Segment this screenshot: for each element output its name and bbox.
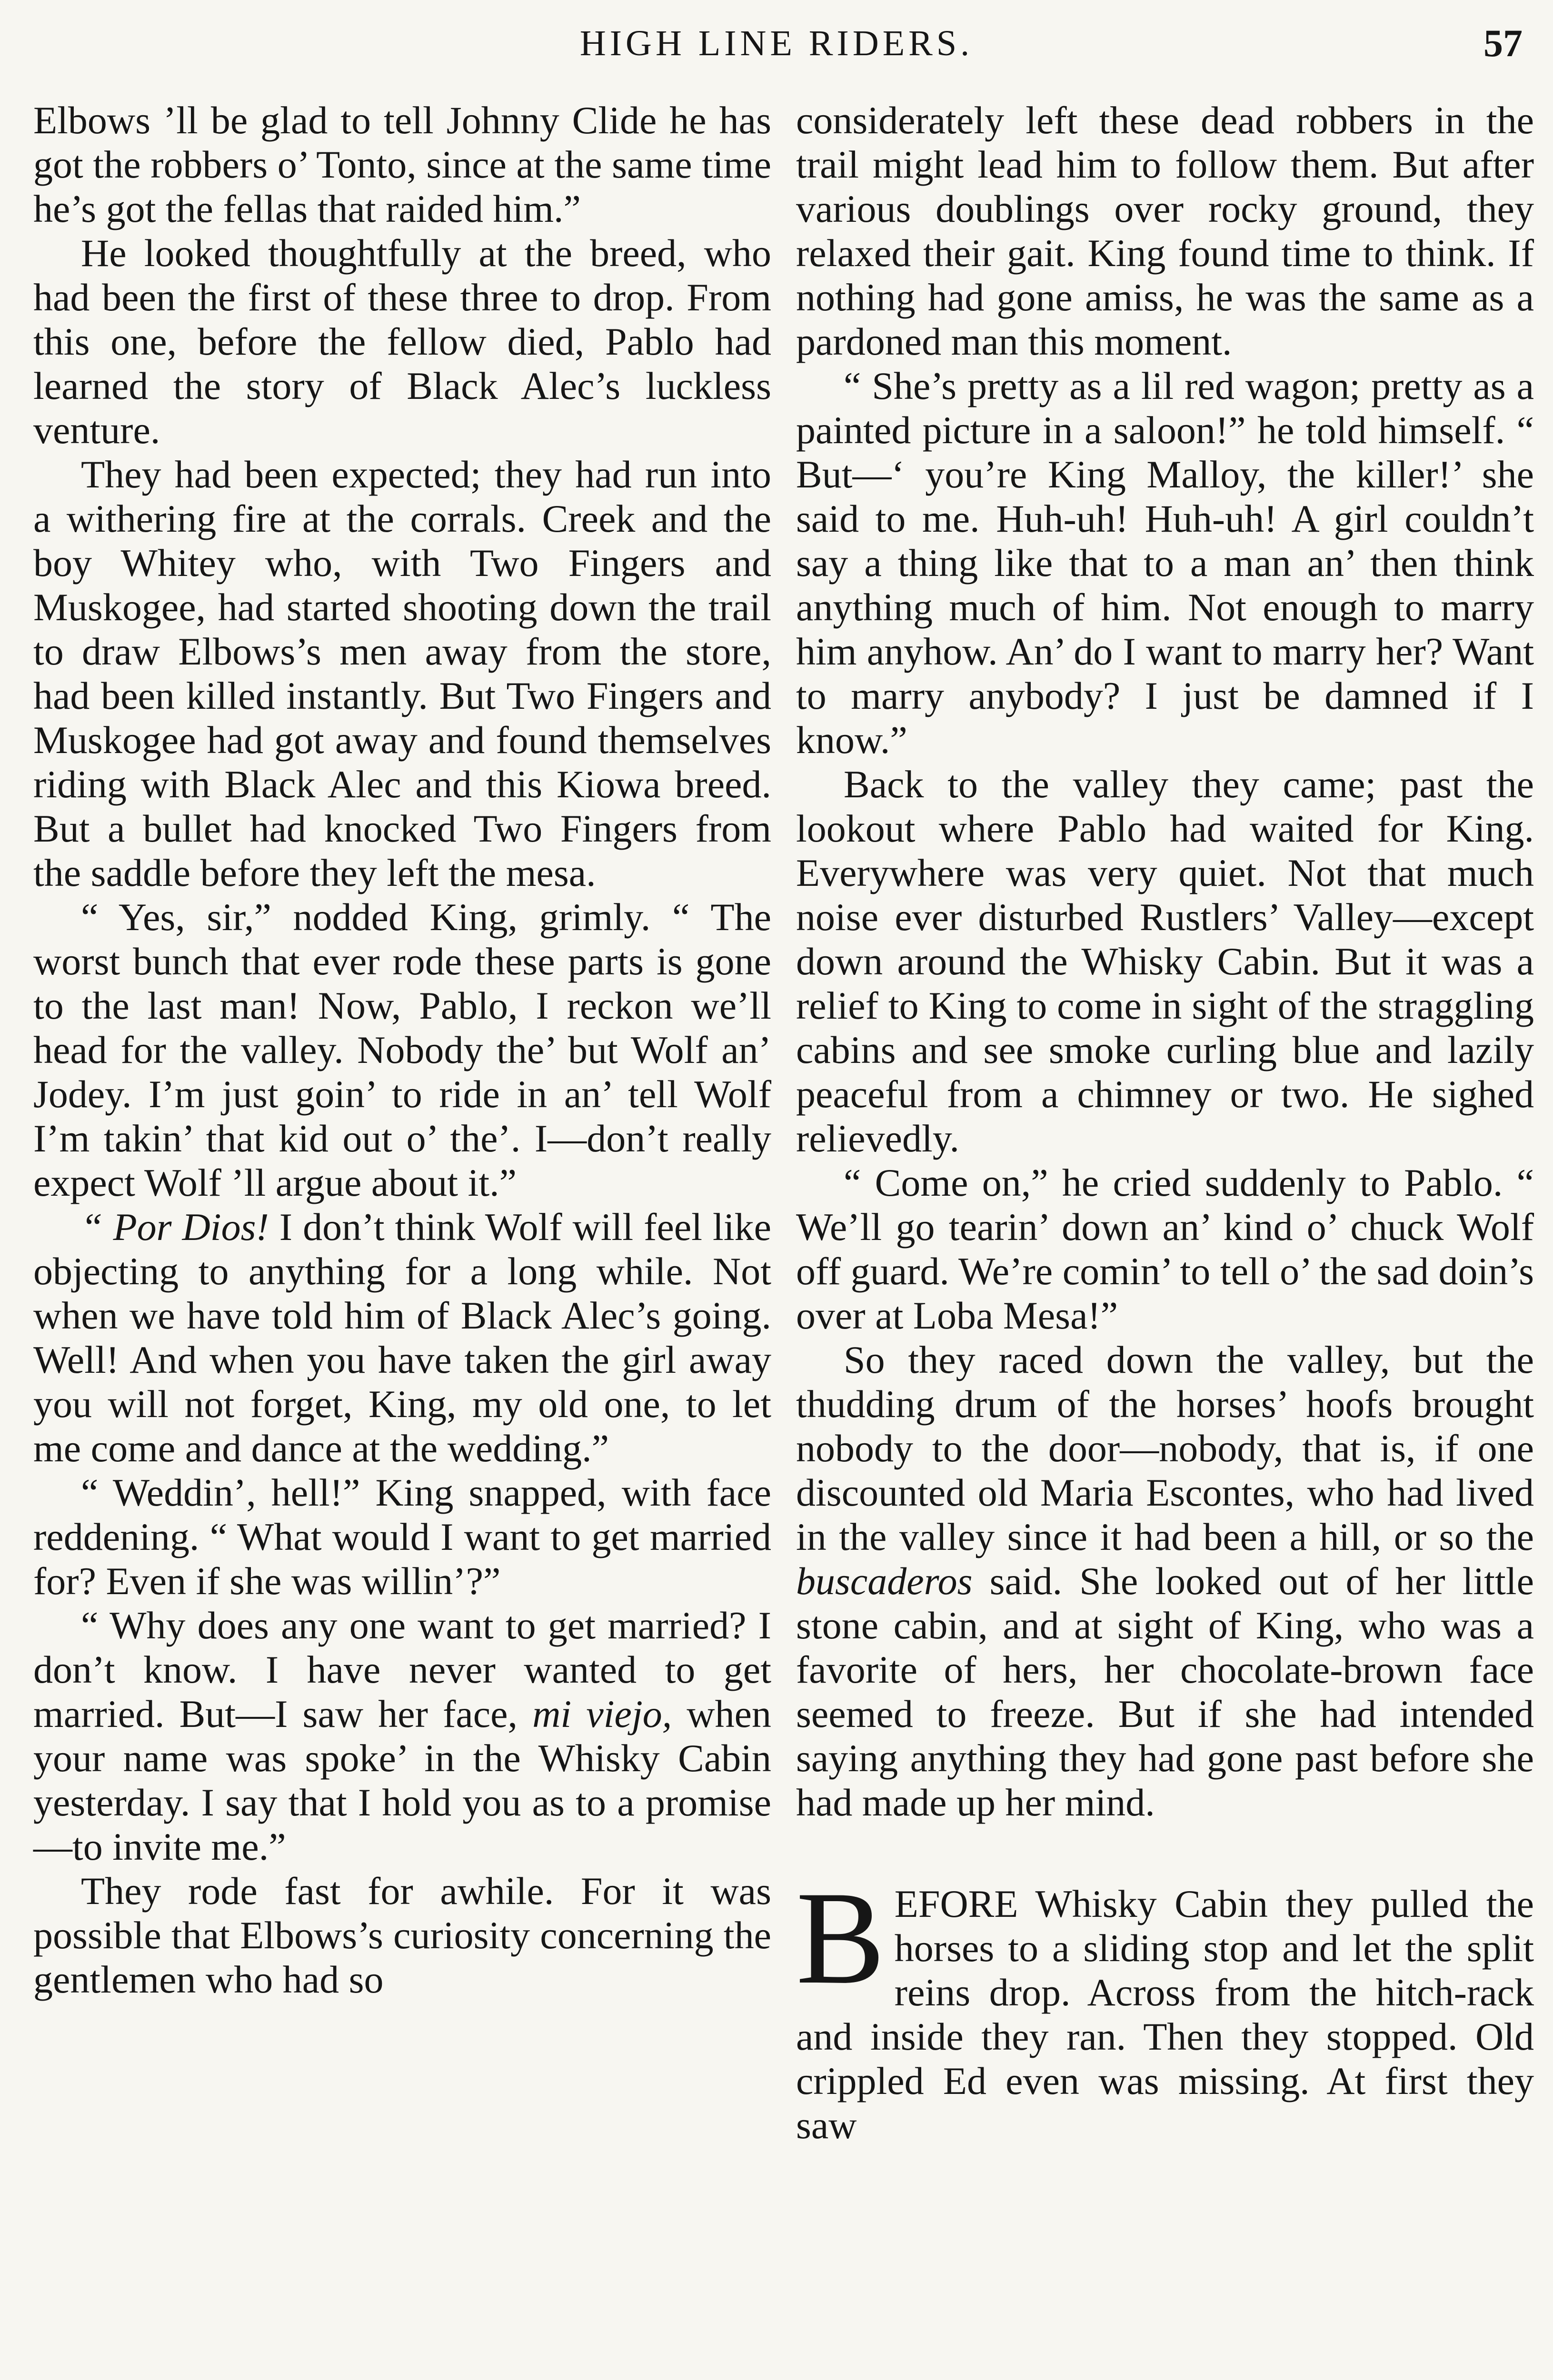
paragraph: “ Yes, sir,” nodded King, grimly. “ The worst bunch that ever rode these parts is gone to the last man! Now, Pablo, I reckon we’ll head for the valley. Nobody the’ but Wolf an’ Jodey. I’m just goin’ to ride in an’ tell Wolf I’m takin’ that kid out o’ the’. I—don’t really expect Wolf ’ll argue about it.” (33, 895, 771, 1204)
drop-cap: B (796, 1864, 885, 2012)
paragraph: “ Come on,” he cried suddenly to Pablo. “ We’ll go tearin’ down an’ kind o’ chuck Wolf off guard. We’re comin’ to tell o’ the sad doin’s over at Loba Mesa!” (796, 1161, 1534, 1337)
page-number: 57 (1483, 21, 1523, 65)
paragraph: Elbows ’ll be glad to tell Johnny Clide he has got the robbers o’ Tonto, since at the same time he’s got the fellas that raided him.” (33, 99, 771, 230)
running-head (0, 17, 1553, 69)
left-column (33, 98, 771, 2002)
running-title: HIGH LINE RIDERS. (579, 23, 974, 63)
section-break (796, 1825, 1534, 1882)
right-column (796, 98, 1534, 2147)
paragraph-text: “ Why does any one want to get married? I don’t know. I have never wanted to get married. But—I saw her face, (33, 1604, 771, 1735)
paragraph (33, 1205, 771, 1470)
paragraph-text: EFORE Whisky Cabin they pulled the horses to a sliding stop and let the split reins drop. Across from the hitch-rack and inside they ran. Then they stopped. Old crippled Ed even was missing. At first they saw (796, 1882, 1534, 2147)
italic-text: “ Por Dios! (81, 1205, 269, 1249)
paragraph: considerately left these dead robbers in the trail might lead him to follow them. But after various doublings over rocky ground, they relaxed their gait. King found time to think. If nothing had gone amiss, he was the same as a pardoned man this moment. (796, 99, 1534, 363)
paragraph: “ Weddin’, hell!” King snapped, with face reddening. “ What would I want to get married for? Even if she was willin’?” (33, 1471, 771, 1603)
paragraph (33, 1603, 771, 1869)
italic-text: mi viejo, (532, 1692, 672, 1735)
italic-text: buscaderos (796, 1559, 973, 1603)
paragraph: They rode fast for awhile. For it was possible that Elbows’s curiosity concerning the gentlemen who had so (33, 1869, 771, 2001)
paragraph: Back to the valley they came; past the lookout where Pablo had waited for King. Everywhere was very quiet. Not that much noise ever disturbed Rustlers’ Valley—except down around the Whisky Cabin. But it was a relief to King to come in sight of the straggling cabins and see smoke curling blue and lazily peaceful from a chimney or two. He sighed relievedly. (796, 763, 1534, 1160)
paragraph: He looked thoughtfully at the breed, who had been the first of these three to drop. From this one, before the fellow died, Pablo had learned the story of Black Alec’s luckless venture. (33, 231, 771, 452)
paragraph-text: So they raced down the valley, but the thudding drum of the horses’ hoofs brought nobody to the door—nobody, that is, if one discounted old Maria Escontes, who had lived in the valley since it had been a hill, or so the (796, 1338, 1534, 1558)
paragraph: “ She’s pretty as a lil red wagon; pretty as a painted picture in a saloon!” he told himself. “ But—‘ you’re King Malloy, the killer!’ she said to me. Huh-uh! Huh-uh! A girl couldn’t say a thing like that to a man an’ then think anything much of him. Not enough to marry him anyhow. An’ do I want to marry her? Want to marry anybody? I just be damned if I know.” (796, 364, 1534, 762)
paragraph-text: I don’t think Wolf will feel like objecting to anything for a long while. Not when we have told him of Black Alec’s going. Well! And when you have taken the girl away you will not forget, King, my old one, to let me come and dance at the wedding.” (33, 1205, 771, 1470)
paragraph (796, 1338, 1534, 1825)
paragraph (796, 1864, 1534, 2147)
paragraph: They had been expected; they had run into a withering fire at the corrals. Creek and the boy Whitey who, with Two Fingers and Muskogee, had started shooting down the trail to draw Elbows’s men away from the store, had been killed instantly. But Two Fingers and Muskogee had got away and found themselves riding with Black Alec and this Kiowa breed. But a bullet had knocked Two Fingers from the saddle before they left the mesa. (33, 453, 771, 894)
paragraph-text: said. She looked out of her little stone cabin, and at sight of King, who was a favorite of hers, her chocolate-brown face seemed to freeze. But if she had intended saying anything they had gone past before she had made up her mind. (796, 1559, 1534, 1824)
paragraph-text: when your name was spoke’ in the Whisky Cabin yesterday. I say that I hold you as to a promise—to invite me.” (33, 1692, 771, 1868)
